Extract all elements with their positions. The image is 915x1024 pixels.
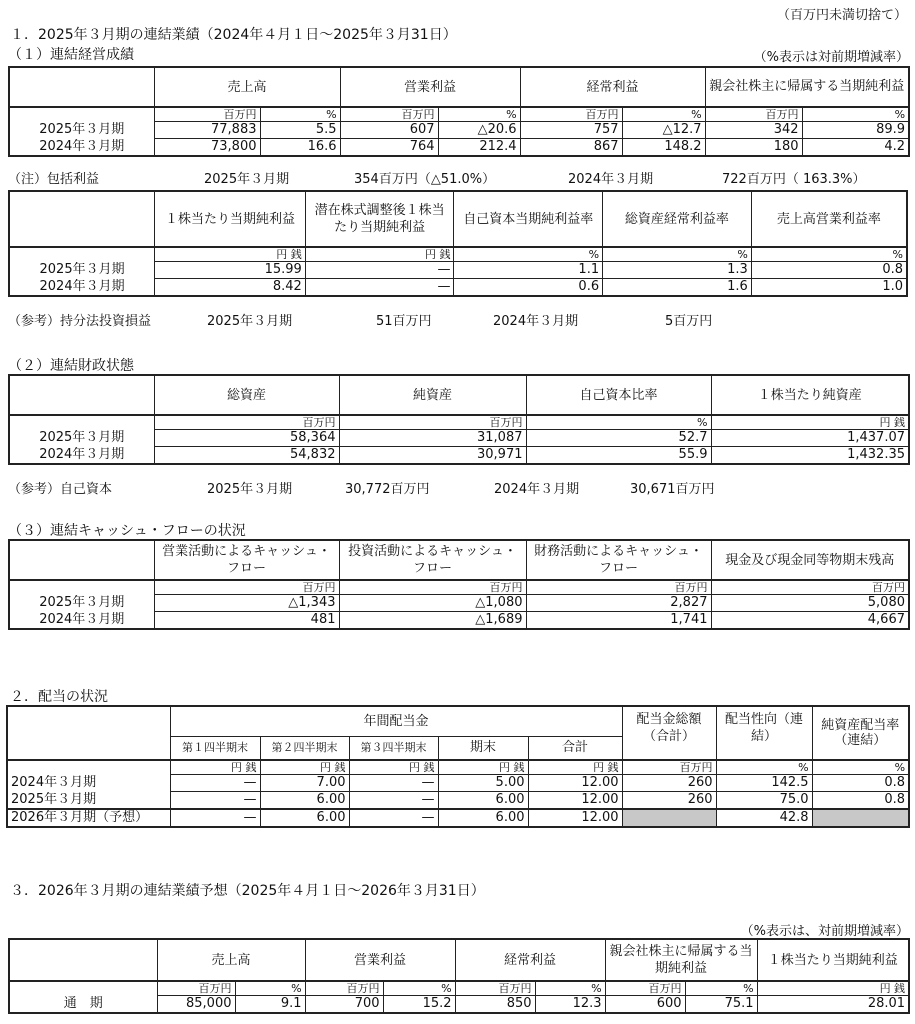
cell: 58,364 <box>154 430 339 447</box>
row-label: 2024年３月期 <box>9 139 154 157</box>
cell: 6.00 <box>438 792 528 810</box>
cell: 757 <box>520 122 622 139</box>
header-year-end: 期末 <box>438 736 528 760</box>
unit: 百万円 <box>339 415 526 430</box>
sub1-title: （１）連結経営成績 <box>8 47 134 63</box>
unit: % <box>603 247 752 262</box>
header-operating-income: 営業利益 <box>340 67 520 107</box>
cell: 148.2 <box>622 139 705 157</box>
section3-title: ３．2026年３月期の連結業績予想（2025年４月１日～2026年３月31日） <box>10 883 485 899</box>
row-label: 通 期 <box>9 996 157 1014</box>
header-q1: 第１四半期末 <box>170 736 260 760</box>
equity-note <box>0 478 915 496</box>
table-row <box>9 612 909 630</box>
header-total: 合計 <box>528 736 622 760</box>
unit: 百万円 <box>605 981 685 996</box>
table-row <box>9 262 907 279</box>
cell: 1,432.35 <box>711 447 909 465</box>
cell: 0.8 <box>812 792 909 810</box>
header-diluted-eps: 潜在株式調整後１株当たり当期純利益 <box>305 191 454 247</box>
cell: △20.6 <box>438 122 520 139</box>
header-financing-cf: 財務活動によるキャッシュ・フロー <box>526 540 711 580</box>
cell: 5,080 <box>711 595 909 612</box>
header-equity-ratio: 自己資本比率 <box>526 375 711 415</box>
cell: △1,080 <box>339 595 526 612</box>
period: 2024年３月期 <box>494 482 580 497</box>
unit: 百万円 <box>339 580 526 595</box>
cell: 0.8 <box>812 775 909 792</box>
unit: % <box>454 247 603 262</box>
row-label: 2024年３月期 <box>7 775 170 792</box>
corner-cell <box>9 67 154 107</box>
cell: — <box>170 775 260 792</box>
cell: 0.8 <box>751 262 907 279</box>
unit: 円 銭 <box>260 760 349 775</box>
value: 5百万円 <box>665 314 713 329</box>
cell: 89.9 <box>802 122 909 139</box>
cell: 1.6 <box>603 279 752 297</box>
value: 51百万円 <box>376 314 432 329</box>
header-q3: 第３四半期末 <box>349 736 438 760</box>
header-annual-dividends: 年間配当金 <box>170 706 622 736</box>
unit: 百万円 <box>154 415 339 430</box>
header-roe: 自己資本当期純利益率 <box>454 191 603 247</box>
table-row <box>9 996 909 1014</box>
unit: 百万円 <box>154 580 339 595</box>
table-row <box>9 430 909 447</box>
period: 2025年３月期 <box>207 482 293 497</box>
unit: % <box>716 760 812 775</box>
table-row <box>9 447 909 465</box>
cell: 260 <box>622 775 716 792</box>
section2-title: ２．配当の状況 <box>10 689 108 705</box>
unit: % <box>260 107 340 122</box>
cell: 9.1 <box>235 996 305 1014</box>
forecast-table <box>8 938 910 1014</box>
cell: 7.00 <box>260 775 349 792</box>
cell: 1.0 <box>751 279 907 297</box>
cell: 4,667 <box>711 612 909 630</box>
cell: 850 <box>455 996 535 1014</box>
value: 354百万円（△51.0%） <box>354 172 496 187</box>
value: 30,671百万円 <box>630 482 715 497</box>
header-doe: 純資産配当率（連結） <box>812 706 909 760</box>
cell: 212.4 <box>438 139 520 157</box>
cell: 55.9 <box>526 447 711 465</box>
cell: 867 <box>520 139 622 157</box>
note-label: （参考）持分法投資損益 <box>8 314 152 329</box>
unit: 円 銭 <box>438 760 528 775</box>
table-row <box>9 122 909 139</box>
cell: 85,000 <box>157 996 235 1014</box>
cell: 6.00 <box>438 809 528 827</box>
row-label: 2026年３月期（予想） <box>7 809 170 827</box>
cell: 12.00 <box>528 775 622 792</box>
shaded-cell <box>622 809 716 827</box>
cell: 77,883 <box>154 122 260 139</box>
cell: 15.2 <box>383 996 455 1014</box>
cell: 31,087 <box>339 430 526 447</box>
header-cash-balance: 現金及び現金同等物期末残高 <box>711 540 909 580</box>
cell: 52.7 <box>526 430 711 447</box>
cell: — <box>305 262 454 279</box>
cell: 8.42 <box>155 279 306 297</box>
period: 2024年３月期 <box>493 314 579 329</box>
cell: 1,437.07 <box>711 430 909 447</box>
value: 30,772百万円 <box>345 482 430 497</box>
unit: 円 銭 <box>757 981 909 996</box>
operating-results-table <box>8 66 910 157</box>
unit: % <box>751 247 907 262</box>
cell: 1.3 <box>603 262 752 279</box>
row-label: 2025年３月期 <box>9 595 154 612</box>
header-roa: 総資産経常利益率 <box>603 191 752 247</box>
table-row <box>9 279 907 297</box>
header-eps: １株当たり当期純利益 <box>155 191 306 247</box>
header-operating-cf: 営業活動によるキャッシュ・フロー <box>154 540 339 580</box>
row-label: 2024年３月期 <box>9 447 154 465</box>
cell: 6.00 <box>260 809 349 827</box>
unit: 百万円 <box>705 107 802 122</box>
section3-note: （%表示は、対前期増減率） <box>740 924 909 939</box>
cash-flow-table <box>8 539 910 630</box>
header-operating-income: 営業利益 <box>305 939 455 981</box>
cell: △1,689 <box>339 612 526 630</box>
cell: 180 <box>705 139 802 157</box>
dividends-table <box>6 705 910 828</box>
cell: 54,832 <box>154 447 339 465</box>
cell: 28.01 <box>757 996 909 1014</box>
unit: 円 銭 <box>528 760 622 775</box>
row-label: 2025年３月期 <box>7 792 170 810</box>
row-label: 2024年３月期 <box>9 612 154 630</box>
header-net-assets: 純資産 <box>339 375 526 415</box>
cell: 12.00 <box>528 809 622 827</box>
cell: 142.5 <box>716 775 812 792</box>
table-row <box>7 792 909 810</box>
row-label: 2025年３月期 <box>9 430 154 447</box>
header-eps: １株当たり当期純利益 <box>757 939 909 981</box>
unit: 百万円 <box>711 580 909 595</box>
cell: 12.3 <box>535 996 605 1014</box>
cell: 75.0 <box>716 792 812 810</box>
header-sales: 売上高 <box>157 939 305 981</box>
cell: 700 <box>305 996 383 1014</box>
shaded-cell <box>812 809 909 827</box>
cell: 600 <box>605 996 685 1014</box>
header-investing-cf: 投資活動によるキャッシュ・フロー <box>339 540 526 580</box>
header-bps: １株当たり純資産 <box>711 375 909 415</box>
table-row <box>9 139 909 157</box>
period: 2025年３月期 <box>204 172 290 187</box>
period: 2025年３月期 <box>207 314 293 329</box>
unit: % <box>802 107 909 122</box>
cell: — <box>170 809 260 827</box>
header-q2: 第２四半期末 <box>260 736 349 760</box>
sub3-title: （３）連結キャッシュ・フローの状況 <box>8 523 246 539</box>
cell: 75.1 <box>685 996 757 1014</box>
table-row <box>7 775 909 792</box>
table-row <box>9 595 909 612</box>
cell: 30,971 <box>339 447 526 465</box>
header-net-income: 親会社株主に帰属する当期純利益 <box>705 67 909 107</box>
cell: 342 <box>705 122 802 139</box>
unit: 百万円 <box>305 981 383 996</box>
unit: % <box>526 415 711 430</box>
cell: 4.2 <box>802 139 909 157</box>
unit: % <box>622 107 705 122</box>
unit: % <box>685 981 757 996</box>
cell: 0.6 <box>454 279 603 297</box>
unit: % <box>535 981 605 996</box>
unit: % <box>235 981 305 996</box>
cell: — <box>170 792 260 810</box>
header-ordinary-income: 経常利益 <box>455 939 605 981</box>
value: 722百万円（ 163.3%） <box>722 172 866 187</box>
unit: 円 銭 <box>711 415 909 430</box>
unit: 円 銭 <box>305 247 454 262</box>
unit: % <box>812 760 909 775</box>
cell: 15.99 <box>155 262 306 279</box>
header-total-assets: 総資産 <box>154 375 339 415</box>
unit: % <box>438 107 520 122</box>
note-label: （参考）自己資本 <box>8 482 113 497</box>
cell: — <box>349 792 438 810</box>
unit: 円 銭 <box>170 760 260 775</box>
cell: 260 <box>622 792 716 810</box>
header-net-income: 親会社株主に帰属する当期純利益 <box>605 939 757 981</box>
cell: 1,741 <box>526 612 711 630</box>
unit: 百万円 <box>157 981 235 996</box>
row-label: 2024年３月期 <box>9 279 155 297</box>
cell: 5.00 <box>438 775 528 792</box>
table-row-forecast <box>7 809 909 827</box>
equity-method-note <box>0 310 915 328</box>
cell: 73,800 <box>154 139 260 157</box>
cell: 16.6 <box>260 139 340 157</box>
cell: 6.00 <box>260 792 349 810</box>
cell: 12.00 <box>528 792 622 810</box>
sub2-title: （２）連結財政状態 <box>8 358 134 374</box>
cell: 1.1 <box>454 262 603 279</box>
unit: 百万円 <box>622 760 716 775</box>
unit: % <box>383 981 455 996</box>
cell: △12.7 <box>622 122 705 139</box>
cell: △1,343 <box>154 595 339 612</box>
period: 2024年３月期 <box>568 172 654 187</box>
unit: 百万円 <box>520 107 622 122</box>
unit-note: （百万円未満切捨て） <box>776 8 907 23</box>
cell: — <box>305 279 454 297</box>
cell: 42.8 <box>716 809 812 827</box>
unit: 円 銭 <box>349 760 438 775</box>
unit: 百万円 <box>455 981 535 996</box>
cell: 5.5 <box>260 122 340 139</box>
header-operating-margin: 売上高営業利益率 <box>751 191 907 247</box>
row-label: 2025年３月期 <box>9 122 154 139</box>
section1-title: １．2025年３月期の連結業績（2024年４月１日～2025年３月31日） <box>10 27 457 43</box>
comprehensive-income-note <box>0 168 915 186</box>
unit: 百万円 <box>526 580 711 595</box>
header-payout-ratio: 配当性向（連結） <box>716 706 812 760</box>
financial-position-table <box>8 374 910 465</box>
cell: 2,827 <box>526 595 711 612</box>
cell: — <box>349 775 438 792</box>
cell: 764 <box>340 139 438 157</box>
unit: 百万円 <box>154 107 260 122</box>
cell: — <box>349 809 438 827</box>
row-label: 2025年３月期 <box>9 262 155 279</box>
header-ordinary-income: 経常利益 <box>520 67 705 107</box>
ratios-table <box>8 190 908 297</box>
note-label: （注）包括利益 <box>8 172 100 187</box>
sub1-note: （%表示は対前期増減率） <box>753 50 909 65</box>
cell: 607 <box>340 122 438 139</box>
header-sales: 売上高 <box>154 67 340 107</box>
unit: 円 銭 <box>155 247 306 262</box>
header-total-dividends: 配当金総額（合計） <box>622 706 716 760</box>
cell: 481 <box>154 612 339 630</box>
unit: 百万円 <box>340 107 438 122</box>
